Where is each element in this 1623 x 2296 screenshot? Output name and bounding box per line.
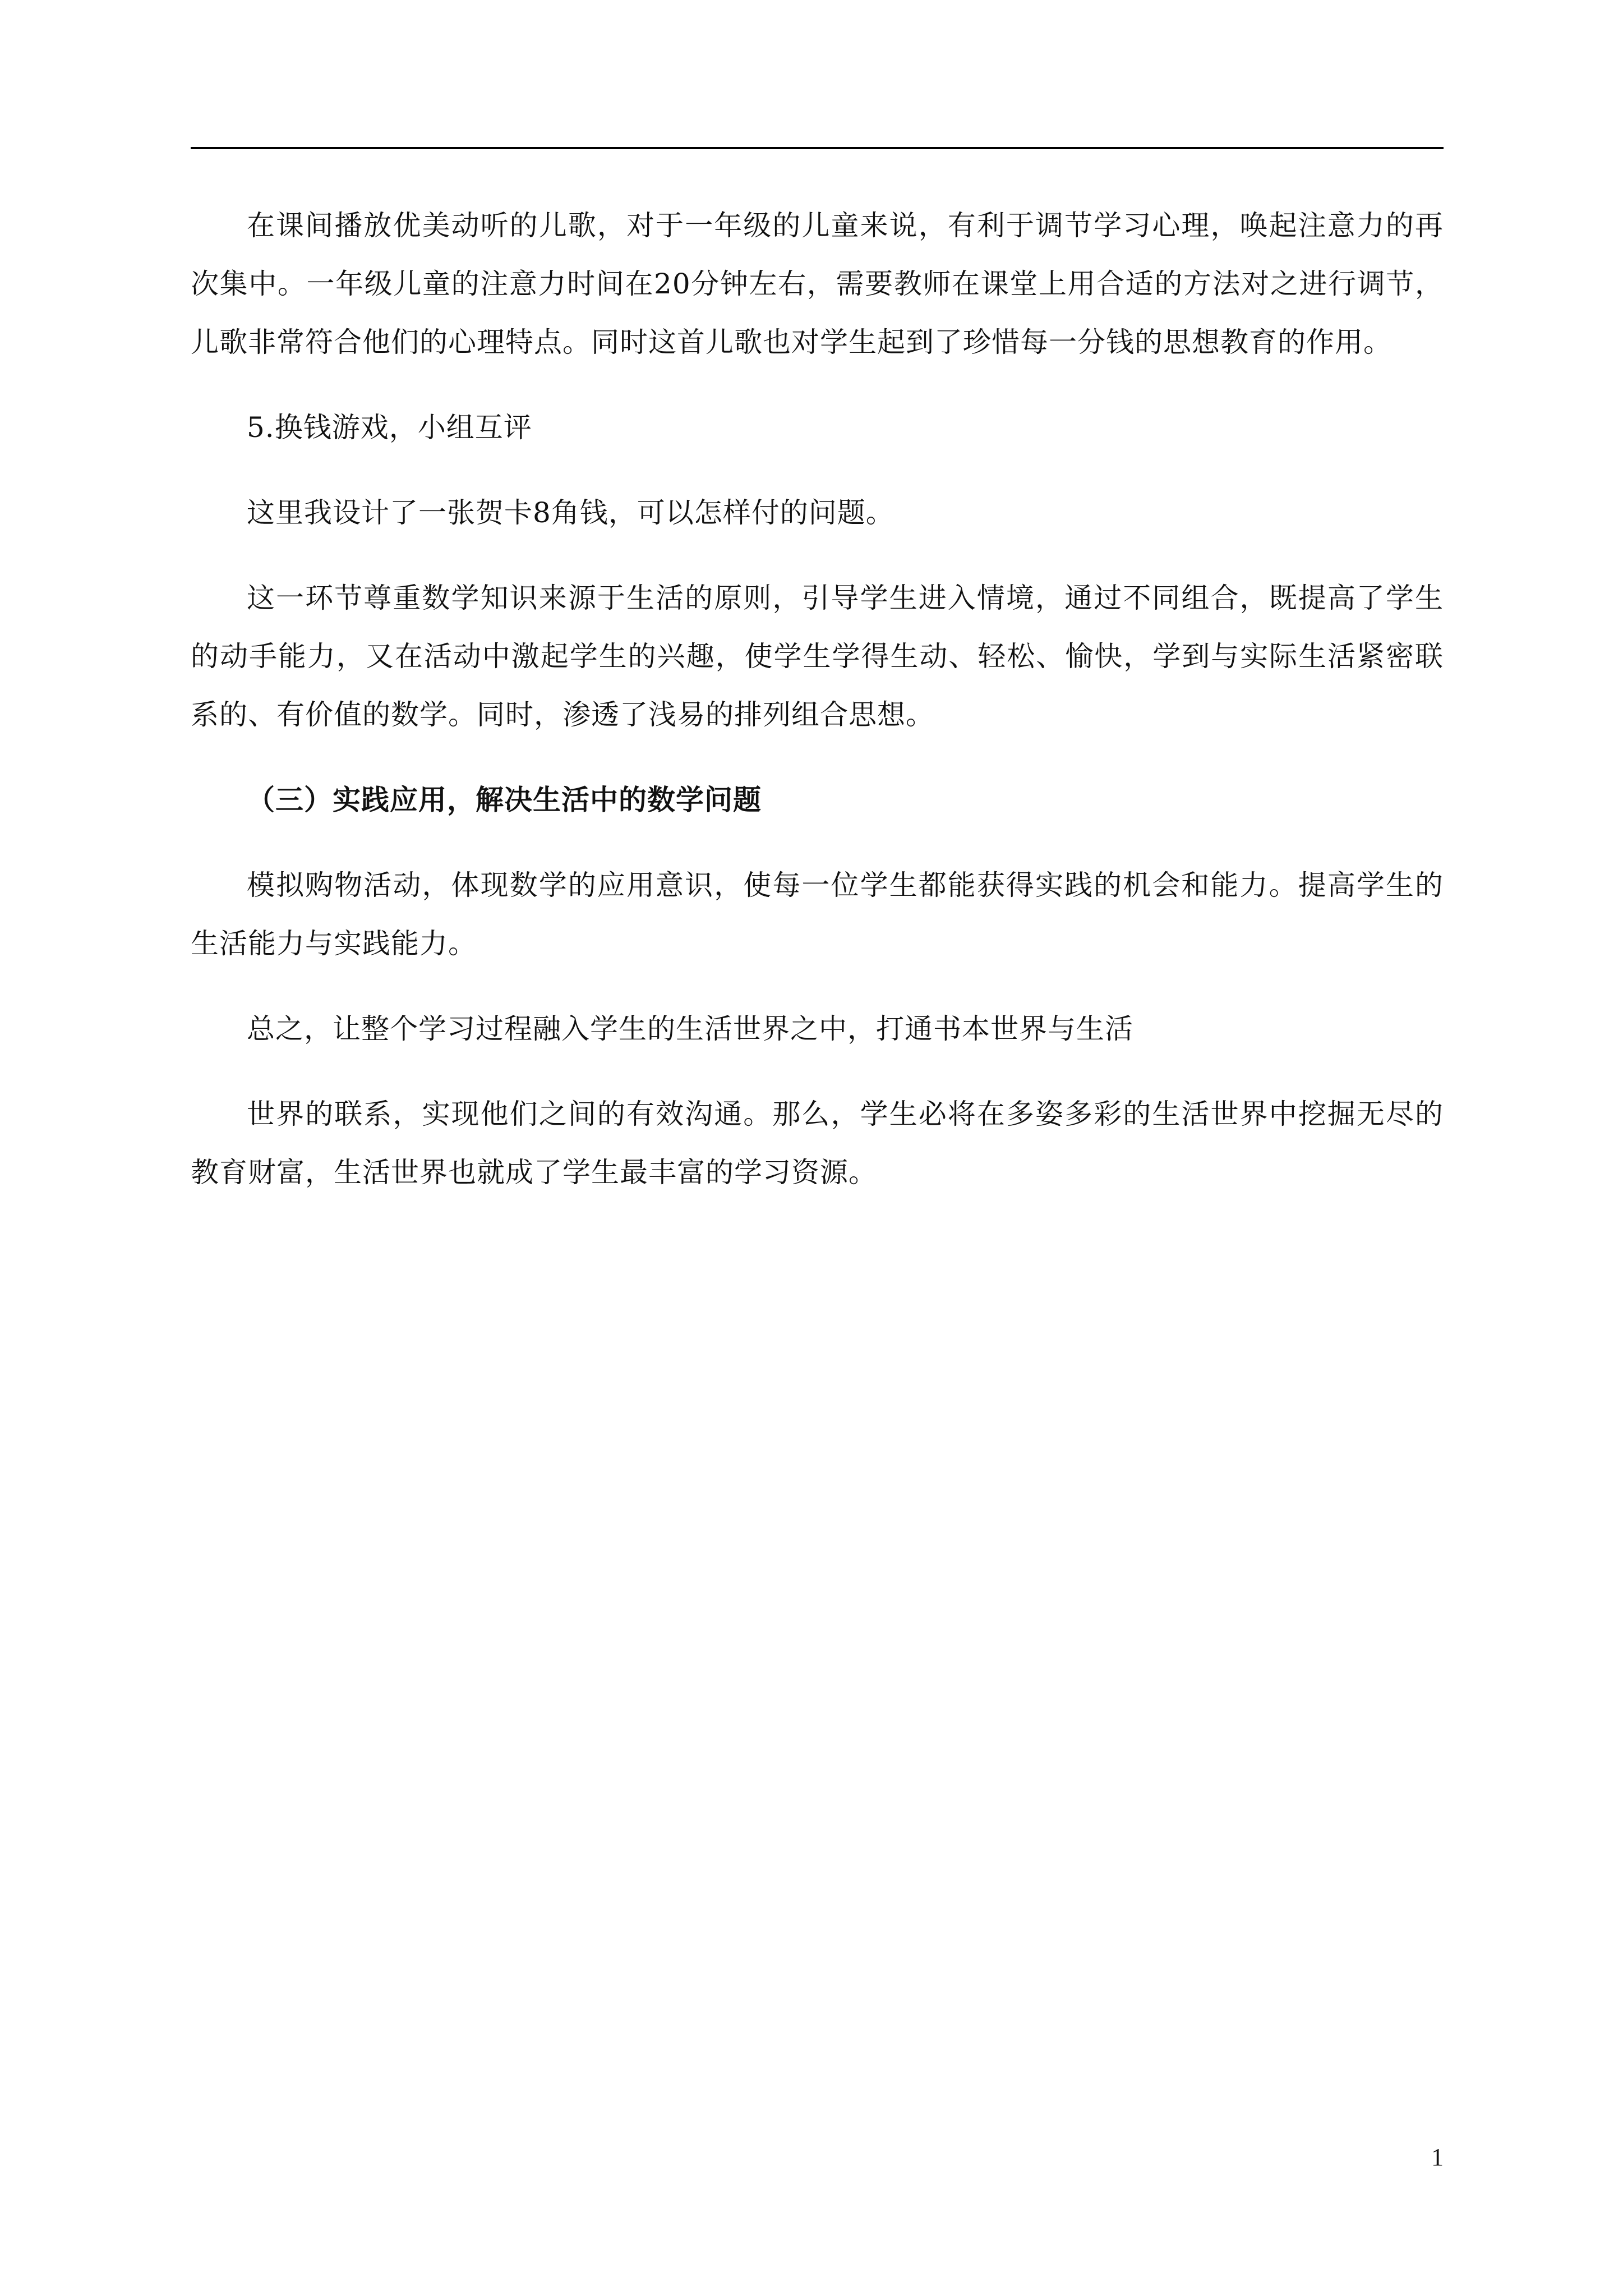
header-rule xyxy=(191,147,1444,149)
paragraph-greeting-card: 这里我设计了一张贺卡8角钱，可以怎样付的问题。 xyxy=(247,496,895,529)
section-heading-practice: （三）实践应用，解决生活中的数学问题 xyxy=(247,783,762,816)
paragraph-summary-end: 世界的联系，实现他们之间的有效沟通。那么，学生必将在多姿多彩的生活世界中挖掘无尽的教育财富，生活世界也就成了学生最丰富的学习资源。 xyxy=(191,1098,1444,1189)
page-number: 1 xyxy=(1431,2143,1444,2171)
document-body xyxy=(191,196,1444,1228)
paragraph-life-principle: 这一环节尊重数学知识来源于生活的原则，引导学生进入情境，通过不同组合，既提高了学生的动手能力，又在活动中激起学生的兴趣，使学生学得生动、轻松、愉快，学到与实际生活紧密联系的、有价值的数学。同时，渗透了浅易的排列组合思想。 xyxy=(191,582,1444,731)
paragraph-shopping-activity: 模拟购物活动，体现数学的应用意识，使每一位学生都能获得实践的机会和能力。提高学生的生活能力与实践能力。 xyxy=(191,869,1444,960)
section-item-money-game: 5.换钱游戏，小组互评 xyxy=(247,411,532,444)
paragraph-nursery-rhyme: 在课间播放优美动听的儿歌，对于一年级的儿童来说，有利于调节学习心理，唤起注意力的再次集中。一年级儿童的注意力时间在20分钟左右，需要教师在课堂上用合适的方法对之进行调节，儿歌非常符合他们的心理特点。同时这首儿歌也对学生起到了珍惜每一分钱的思想教育的作用。 xyxy=(191,209,1444,358)
paragraph-summary-start: 总之，让整个学习过程融入学生的生活世界之中，打通书本世界与生活 xyxy=(247,1013,1133,1045)
